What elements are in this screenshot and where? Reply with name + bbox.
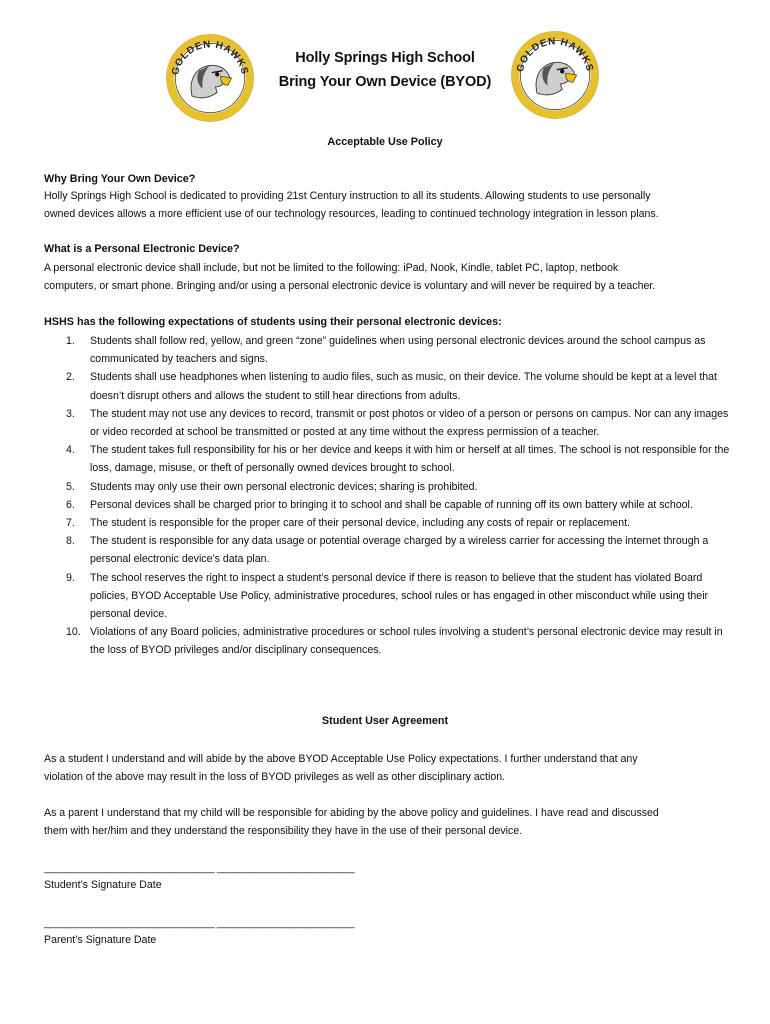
golden-hawks-logo-left [165,33,255,123]
why-line-1: Holly Springs High School is dedicated to providing 21st Century instruction to all its students. Allowing students to use personally [44,190,651,202]
parent-agreement-paragraph [44,804,734,840]
list-item: 5. Students may only use their own personal electronic devices; sharing is prohibited. [66,480,478,493]
list-item: 9. The school reserves the right to inspect a student’s personal device if there is reason to believe that the student has violated Board policies, BYOD Acceptable Use Policy, administrative procedures, school rules or has engaged in other misconduct while using their personal device. [66,571,709,621]
why-paragraph [44,187,734,223]
svg-text:GOLDEN HAWKS: GOLDEN HAWKS [514,36,596,74]
list-item: 6. Personal devices shall be charged prior to bringing it to school and shall be capable of running off its own battery while at school. [66,498,693,511]
why-line-2: owned devices allows a more efficient use of our technology resources, leading to continued technology integration in lesson plans. [44,208,659,221]
why-heading: Why Bring Your Own Device? [44,173,196,185]
list-item: 3. The student may not use any devices to record, transmit or post photos or video of a person or persons on campus. Nor can any images or video recorded at school be transmitted or posted at any time without the express permission of a teacher. [66,407,729,439]
student-agreement-line-2: violation of the above may result in the loss of BYOD privileges as well as other disciplinary action. [44,771,506,784]
student-agreement-paragraph [44,750,734,786]
parent-signature-line[interactable]: _______________________________ _________________________ [44,917,355,929]
policy-title: Acceptable Use Policy [327,136,443,148]
expectations-list [44,332,734,660]
student-signature-label: Student’s Signature Date [44,879,162,891]
list-item: 4. The student takes full responsibility for his or her device and keeps it with him or herself at all times. The school is not responsible for the loss, damage, misuse, or theft of personally owned devices brought to school. [66,444,730,475]
student-signature-line[interactable]: _______________________________ _________________________ [44,862,355,874]
list-item: 10. Violations of any Board policies, administrative procedures or school rules involving a student’s personal electronic device may result in the loss of BYOD privileges and/or disciplinary consequences. [66,626,723,657]
student-agreement-line-1: As a student I understand and will abide by the above BYOD Acceptable Use Policy expectations. I further understand that any [44,753,638,765]
list-item: 7. The student is responsible for the proper care of their personal device, including any costs of repair or replacement. [66,517,630,530]
what-line-1: A personal electronic device shall include, but not be limited to the following: iPad, Nook, Kindle, tablet PC, laptop, netbook [44,262,619,274]
what-heading: What is a Personal Electronic Device? [44,243,240,255]
parent-agreement-line-1: As a parent I understand that my child will be responsible for abiding by the above policy and guidelines. I have read and discussed [44,807,659,819]
list-item: 1. Students shall follow red, yellow, and green “zone” guidelines when using personal electronic devices around the school campus as communicated by teachers and signs. [66,335,706,366]
program-title: Bring Your Own Device (BYOD) [278,74,492,90]
parent-signature-label: Parent’s Signature Date [44,934,157,946]
list-item: 2. Students shall use headphones when listening to audio files, such as music, on their device. The volume should be kept at a level that doesn’t disrupt others and allows the student to still hear directions from adults. [66,371,717,402]
expectations-heading: HSHS has the following expectations of students using their personal electronic devices: [44,316,502,328]
list-item: 8. The student is responsible for any data usage or potential overage charged by a wireless carrier for accessing the internet through a personal electronic device’s data plan. [66,535,709,566]
what-line-2: computers, or smart phone. Bringing and/or using a personal electronic device is voluntary and will never be required by a teacher. [44,280,656,293]
svg-text:GOLDEN HAWKS: GOLDEN HAWKS [169,39,251,77]
parent-agreement-line-2: them with her/him and they understand the responsibility they have in the use of their personal device. [44,825,523,838]
golden-hawks-logo-right [510,30,600,120]
agreement-heading: Student User Agreement [321,715,449,727]
school-name: Holly Springs High School [295,50,475,66]
what-paragraph [44,259,734,295]
